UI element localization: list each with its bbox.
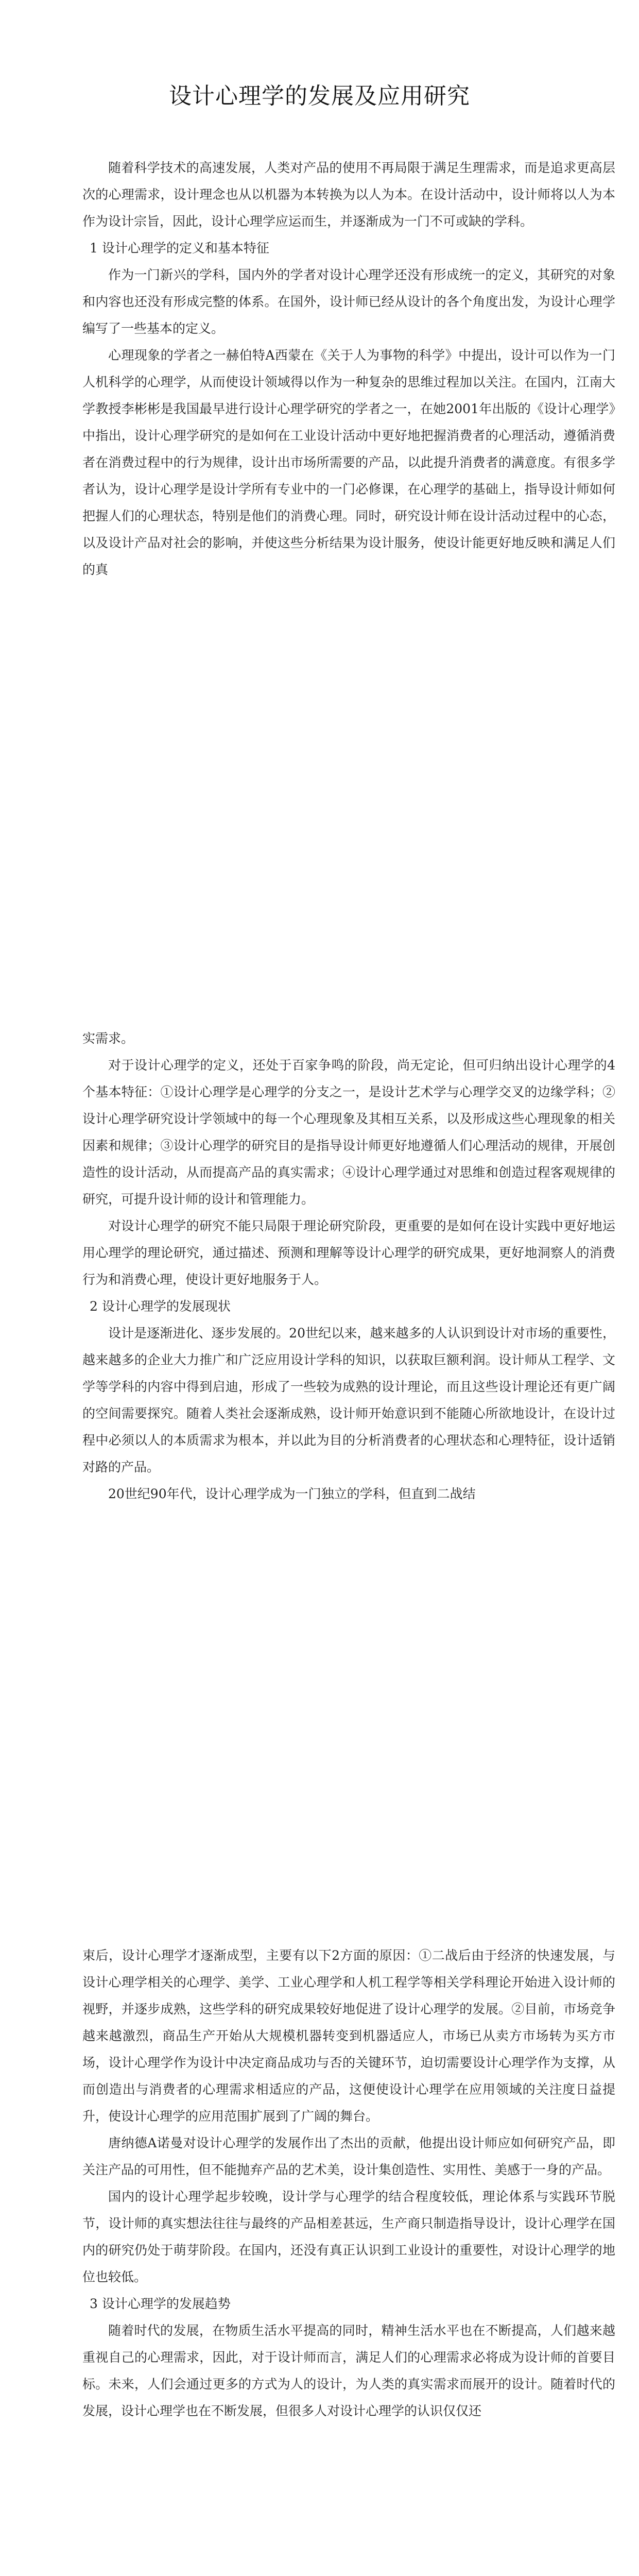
paragraph: 作为一门新兴的学科，国内外的学者对设计心理学还没有形成统一的定义，其研究的对象和内容也还没有形成完整的体系。在国外，设计师已经从设计的各个角度出发，为设计心理学编写了一些基本的定义。 (82, 267, 615, 336)
paragraph-continuation: 束后，设计心理学才逐渐成型，主要有以下2方面的原因：①二战后由于经济的快速发展，与设计心理学相关的心理学、美学、工业心理学和人机工程学等相关学科理论开始进入设计师的视野，并逐步成熟，这些学科的研究成果较好地促进了设计心理学的发展。②目前，市场竞争越来越激烈，商品生产开始从大规模机器转变到机器适应人，市场已从卖方市场转为买方市场，设计心理学作为设计中决定商品成功与否的关键环节，迫切需要设计心理学作为支撑，从而创造出与消费者的心理需求相适应的产品，这便使设计心理学在应用领域的关注度日益提升，使设计心理学的应用范围扩展到了广阔的舞台。 (82, 1948, 615, 2124)
paragraph: 20世纪90年代，设计心理学成为一门独立的学科，但直到二战结 (108, 1486, 476, 1501)
paragraph: 随着时代的发展，在物质生活水平提高的同时，精神生活水平也在不断提高，人们越来越重视自己的心理需求，因此，对于设计师而言，满足人们的心理需求必将成为设计师的首要目标。未来，人们会通过更多的方式为人的设计，为人类的真实需求而展开的设计。随着时代的发展，设计心理学也在不断发展，但很多人对设计心理学的认识仅仅还 (82, 2323, 615, 2418)
text-block-3 (82, 1942, 615, 2425)
section-heading-3: 3 设计心理学的发展趋势 (90, 2296, 231, 2311)
document-title: 设计心理学的发展及应用研究 (169, 83, 470, 109)
paragraph: 唐纳德A诺曼对设计心理学的发展作出了杰出的贡献，他提出设计师应如何研究产品，即关注产品的可用性，但不能抛弃产品的艺术美，设计集创造性、实用性、美感于一身的产品。 (82, 2136, 615, 2177)
paragraph-intro: 随着科学技术的高速发展，人类对产品的使用不再局限于满足生理需求，而是追求更高层次的心理需求，设计理念也从以机器为本转换为以人为本。在设计活动中，设计师将以人为本作为设计宗旨，因此，设计心理学应运而生，并逐渐成为一门不可或缺的学科。 (82, 160, 615, 229)
text-block-1 (82, 155, 615, 583)
paragraph-continuation: 实需求。 (82, 1031, 134, 1046)
paragraph: 对设计心理学的研究不能只局限于理论研究阶段，更重要的是如何在设计实践中更好地运用心理学的理论研究，通过描述、预测和理解等设计心理学的研究成果，更好地洞察人的消费行为和消费心理，使设计更好地服务于人。 (82, 1218, 615, 1287)
text-block-2 (82, 1025, 615, 1507)
section-heading-2: 2 设计心理学的发展现状 (90, 1299, 231, 1314)
section-heading-1: 1 设计心理学的定义和基本特征 (90, 241, 269, 256)
paragraph: 国内的设计心理学起步较晚，设计学与心理学的结合程度较低，理论体系与实践环节脱节，设计师的真实想法往往与最终的产品相差甚远，生产商只制造指导设计，设计心理学在国内的研究仍处于萌芽阶段。在国内，还没有真正认识到工业设计的重要性，对设计心理学的地位也较低。 (82, 2189, 615, 2284)
paragraph: 心理现象的学者之一赫伯特A西蒙在《关于人为事物的科学》中提出，设计可以作为一门人机科学的心理学，从而使设计领域得以作为一种复杂的思维过程加以关注。在国内，江南大学教授李彬彬是我国最早进行设计心理学研究的学者之一，在她2001年出版的《设计心理学》中指出，设计心理学研究的是如何在工业设计活动中更好地把握消费者的心理活动，遵循消费者在消费过程中的行为规律，设计出市场所需要的产品，以此提升消费者的满意度。有很多学者认为，设计心理学是设计学所有专业中的一门必修课，在心理学的基础上，指导设计师如何把握人们的心理状态，特别是他们的消费心理。同时，研究设计师在设计活动过程中的心态，以及设计产品对社会的影响，并使这些分析结果为设计服务，使设计能更好地反映和满足人们的真 (82, 348, 615, 577)
paragraph: 设计是逐渐进化、逐步发展的。20世纪以来，越来越多的人认识到设计对市场的重要性，越来越多的企业大力推广和广泛应用设计学科的知识，以获取巨额利润。设计师从工程学、文学等学科的内容中得到启迪，形成了一些较为成熟的设计理论，而且这些设计理论还有更广阔的空间需要探究。随着人类社会逐渐成熟，设计师开始意识到不能随心所欲地设计，在设计过程中必须以人的本质需求为根本，并以此为目的分析消费者的心理状态和心理特征，设计适销对路的产品。 (82, 1326, 615, 1475)
paragraph: 对于设计心理学的定义，还处于百家争鸣的阶段，尚无定论，但可归纳出设计心理学的4个基本特征：①设计心理学是心理学的分支之一，是设计艺术学与心理学交叉的边缘学科；②设计心理学研究设计学领域中的每一个心理现象及其相互关系，以及形成这些心理现象的相关因素和规律；③设计心理学的研究目的是指导设计师更好地遵循人们心理活动的规律，开展创造性的设计活动，从而提高产品的真实需求；④设计心理学通过对思维和创造过程客观规律的研究，可提升设计师的设计和管理能力。 (82, 1058, 615, 1207)
